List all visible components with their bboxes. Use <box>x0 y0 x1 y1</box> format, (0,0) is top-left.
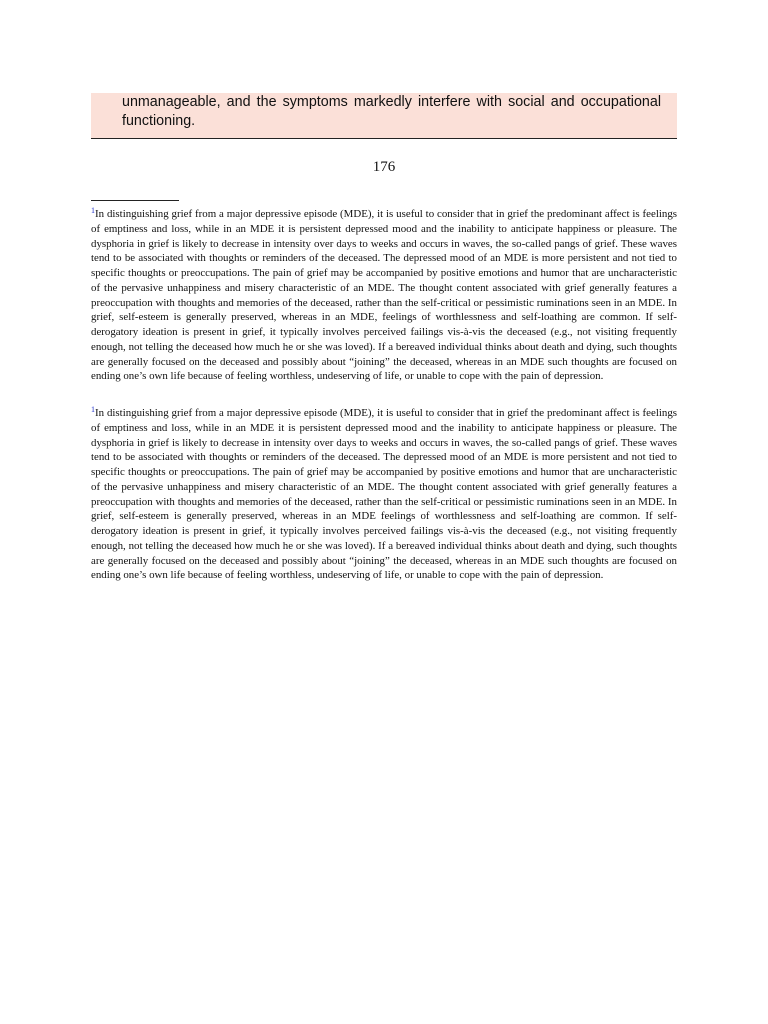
footnote-marker[interactable]: 1 <box>91 206 95 215</box>
footnote-text: In distinguishing grief from a major depressive episode (MDE), it is useful to consider that in grief the predominant affect is feelings of emptiness and loss, while in an MDE it is persistent depressed mood and the inability to anticipate happiness or pleasure. The dysphoria in grief is likely to decrease in intensity over days to weeks and occurs in waves, the so-called pangs of grief. These waves tend to be associated with thoughts or reminders of the deceased. The depressed mood of an MDE is more persistent and not tied to specific thoughts or preoccupations. The pain of grief may be accompanied by positive emotions and humor that are uncharacteristic of the pervasive unhappiness and misery characteristic of an MDE. The thought content associated with grief generally features a preoccupation with thoughts and memories of the deceased, rather than the self-critical or pessimistic ruminations seen in an MDE. In grief, self-esteem is generally preserved, whereas in an MDE, feelings of worthlessness and self-loathing are common. If self-derogatory ideation is present in grief, it typically involves perceived failings vis-à-vis the deceased (e.g., not visiting frequently enough, not telling the deceased how much he or she was loved). If a bereaved individual thinks about death and dying, such thoughts are generally focused on the deceased and possibly about “joining” the deceased, whereas in an MDE such thoughts are focused on ending one’s own life because of feeling worthless, undeserving of life, or unable to cope with the pain of depression. <box>91 208 677 383</box>
shaded-block-text: unmanageable, and the symptoms markedly interfere with social and occupational functioning. <box>122 94 661 129</box>
page-number: 176 <box>372 159 396 175</box>
shaded-text-block <box>91 93 677 139</box>
footnote-2 <box>91 406 677 583</box>
footnote-separator <box>91 200 179 201</box>
footnote-1 <box>91 207 677 384</box>
footnote-marker[interactable]: 1 <box>91 405 95 414</box>
footnote-text: In distinguishing grief from a major depressive episode (MDE), it is useful to consider that in grief the predominant affect is feelings of emptiness and loss, while in an MDE it is persistent depressed mood and the inability to anticipate happiness or pleasure. The dysphoria in grief is likely to decrease in intensity over days to weeks and occurs in waves, the so-called pangs of grief. These waves tend to be associated with thoughts or reminders of the deceased. The depressed mood of an MDE is more persistent and not tied to specific thoughts or preoccupations. The pain of grief may be accompanied by positive emotions and humor that are uncharacteristic of the pervasive unhappiness and misery characteristic of an MDE. The thought content associated with grief generally features a preoccupation with thoughts and memories of the deceased, rather than the self-critical or pessimistic ruminations seen in an MDE. In grief, self-esteem is generally preserved, whereas in an MDE feelings of worthlessness and self-loathing are common. If self-derogatory ideation is present in grief, it typically involves perceived failings vis-à-vis the deceased (e.g., not visiting frequently enough, not telling the deceased how much he or she was loved). If a bereaved individual thinks about death and dying, such thoughts are generally focused on the deceased and possibly about “joining” the deceased, whereas in an MDE such thoughts are focused on ending one’s own life because of feeling worthless, undeserving of life, or unable to cope with the pain of depression. <box>91 407 677 582</box>
